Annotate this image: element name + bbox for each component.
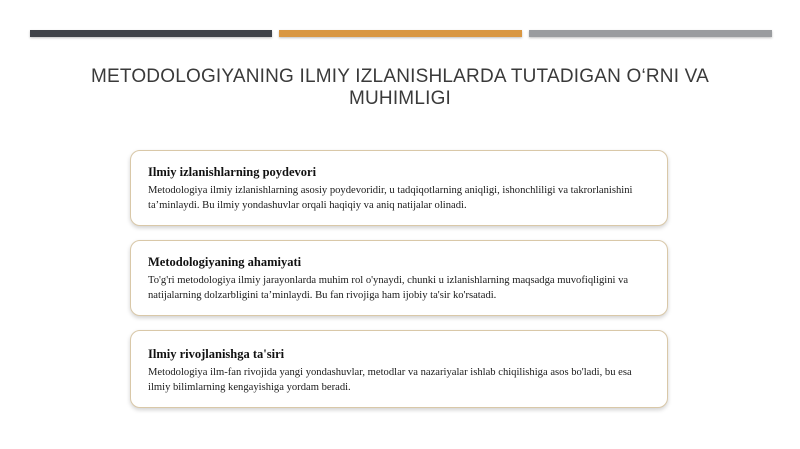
- info-card-importance: [130, 240, 668, 316]
- card-body: Metodologiya ilmiy izlanishlarning asosiy poydevoridir, u tadqiqotlarning aniqligi, ishonchliligi va takrorlanishini ta’minlaydi. Bu ilmiy yondashuvlar orqali haqiqiy va aniq natijalar olinadi.: [148, 185, 633, 211]
- card-heading: Metodologiyaning ahamiyati: [148, 255, 302, 269]
- card-heading: Ilmiy rivojlanishga ta'siri: [148, 347, 285, 361]
- top-bar-orange: [279, 30, 522, 37]
- top-bar-gray: [529, 30, 772, 37]
- top-bar-dark: [30, 30, 272, 37]
- card-body: Metodologiya ilm-fan rivojida yangi yondashuvlar, metodlar va nazariyalar ishlab chiqilishiga asos bo'ladi, bu esa ilmiy bilimlarning kengayishiga yordam beradi.: [148, 367, 632, 393]
- slide-title: METODOLOGIYANING ILMIY IZLANISHLARDA TUTADIGAN O‘RNI VA MUHIMLIGI: [90, 66, 710, 109]
- info-card-influence: [130, 330, 668, 408]
- card-body: To'g'ri metodologiya ilmiy jarayonlarda muhim rol o'ynaydi, chunki u izlanishlarning maqsadga muvofiqligini va natijalarning dolzarbligini ta’minlaydi. Bu fan rivojiga ham ijobiy ta'sir ko'rsatadi.: [148, 275, 629, 301]
- card-heading: Ilmiy izlanishlarning poydevori: [148, 165, 317, 179]
- decorative-top-bars: [30, 30, 772, 38]
- info-card-foundation: [130, 150, 668, 226]
